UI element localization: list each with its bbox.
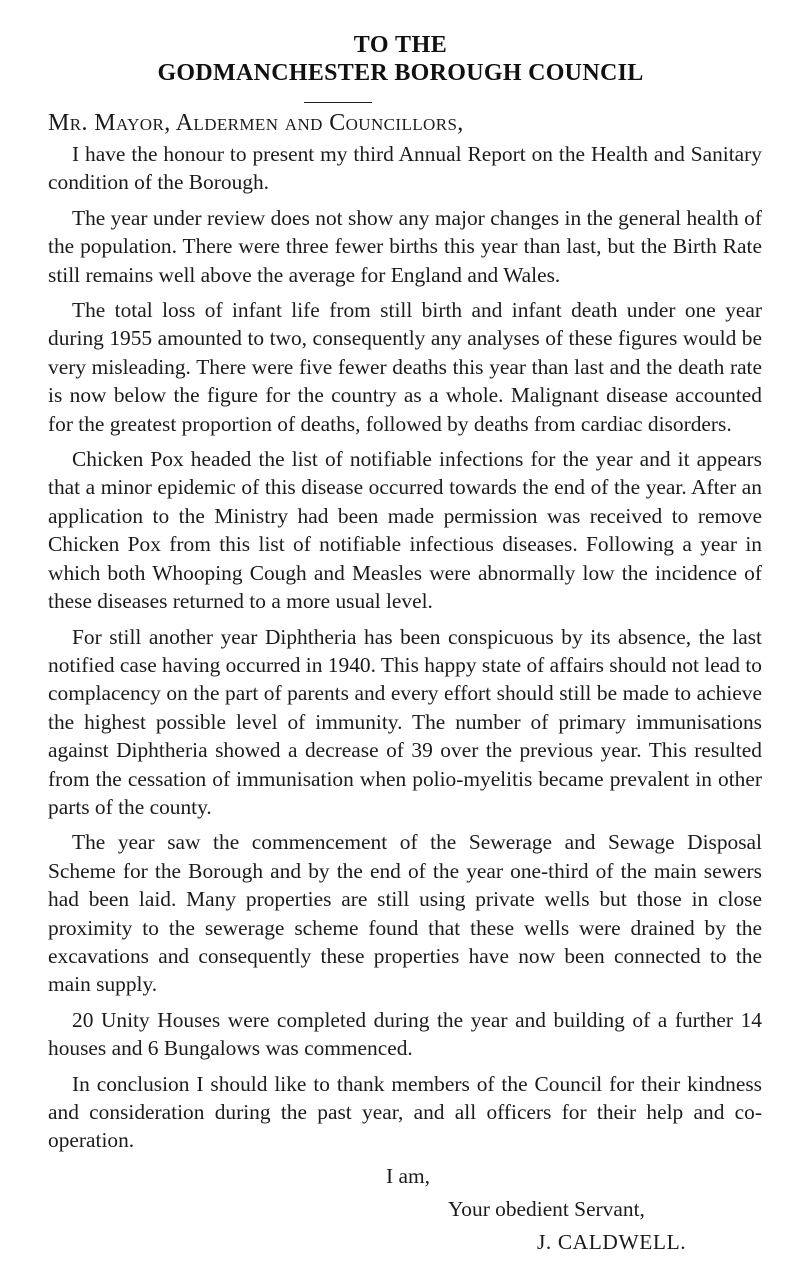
paragraph-introduction: I have the honour to present my third Annual Report on the Health and Sanitary condition of the Borough. [48,142,762,195]
closing-i-am: I am, [386,1164,430,1188]
paragraph-diphtheria: For still another year Diphtheria has been conspicuous by its absence, the last notified case having occurred in 1940. This happy state of affairs should not lead to complacency on the part of parents and every effort should still be made to achieve the highest possible level of immunity. The number of primary immunisations against Diphtheria showed a decrease of 39 over the previous year. This resulted from the cessation of immunisation when polio-myelitis became prevalent in other parts of the county. [48,624,762,819]
heading-divider [304,102,372,103]
paragraph-sewerage: The year saw the commencement of the Sewerage and Sewage Disposal Scheme for the Borough and by the end of the year one-third of the main sewers had been laid. Many properties are still using private wells but those in close proximity to the sewerage scheme found that these wells were drained by the excavations and consequently these properties have now been connected to the main supply. [48,830,762,997]
report-body [48,140,762,1162]
paragraph-conclusion: In conclusion I should like to thank members of the Council for their kindness and consideration during the past year, and all officers for their help and co-operation. [48,1071,762,1153]
heading-to-the: TO THE [353,32,448,58]
paragraph-infections: Chicken Pox headed the list of notifiable infections for the year and it appears that a minor epidemic of this disease occurred towards the end of the year. After an application to the Ministry had been made permission was received to remove Chicken Pox from this list of notifiable infectious diseases. Following a year in which both Whooping Cough and Measles were abnormally low the incidence of these diseases returned to a more usual level. [48,447,762,614]
closing-servant: Your obedient Servant, [448,1197,645,1221]
salutation: Mr. Mayor, Aldermen and Councillors, [48,110,464,136]
signature: J. CALDWELL. [537,1230,687,1254]
paragraph-deaths: The total loss of infant life from still birth and infant death under one year during 1955 amounted to two, consequently any analyses of these figures would be very misleading. There were five fewer deaths this year than last and the death rate is now below the figure for the country as a whole. Malignant disease accounted for the greatest proportion of deaths, followed by deaths from cardiac disorders. [48,298,762,436]
heading-council-name: GODMANCHESTER BOROUGH COUNCIL [157,60,644,86]
paragraph-births: The year under review does not show any major changes in the general health of the population. There were three fewer births this year than last, but the Birth Rate still remains well above the average for England and Wales. [48,205,762,287]
paragraph-housing: 20 Unity Houses were completed during the year and building of a further 14 houses and 6 Bungalows was commenced. [48,1007,762,1061]
